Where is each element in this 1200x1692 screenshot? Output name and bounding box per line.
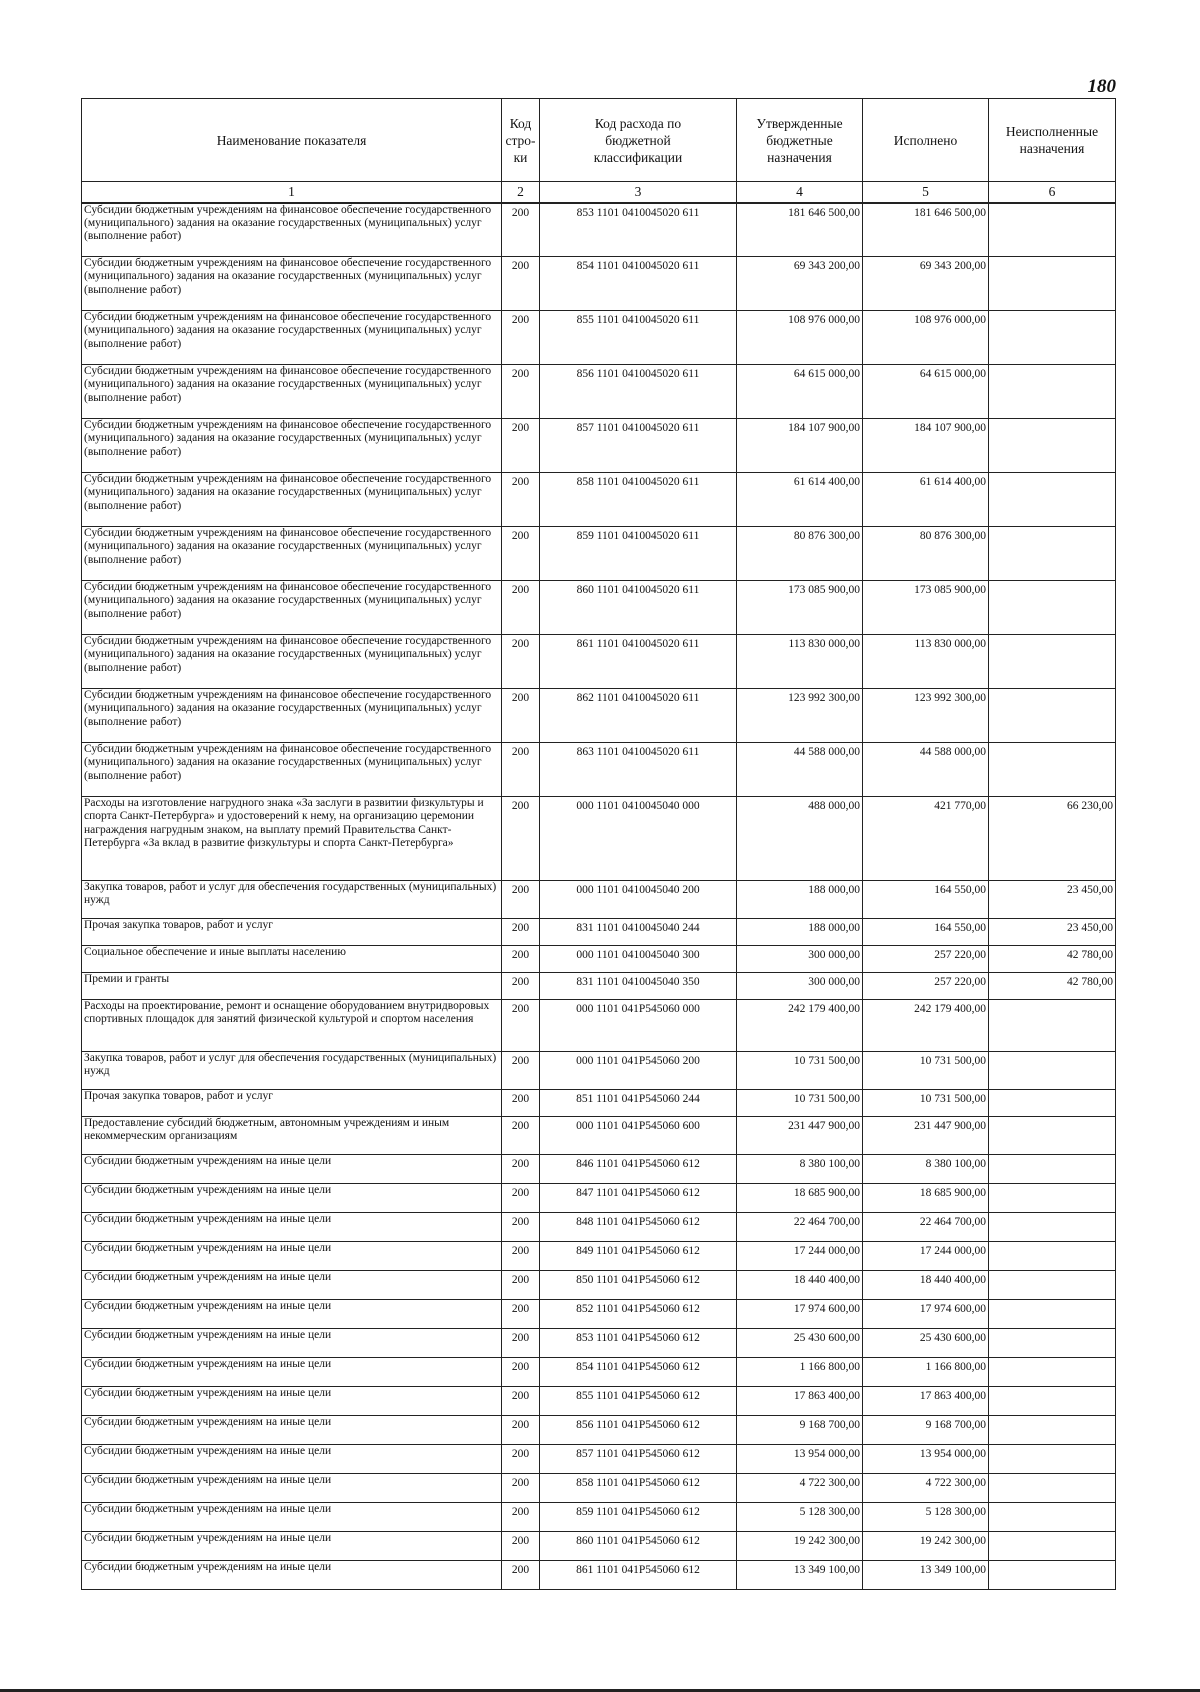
line-code-cell: 200	[502, 1561, 540, 1590]
table-body	[82, 203, 1116, 1590]
executed-amount-cell: 61 614 400,00	[863, 473, 989, 527]
indicator-name-cell: Субсидии бюджетным учреждениям на финансовое обеспечение государственного (муниципального) задания на оказание государственных (муниципальных) услуг (выполнение работ)	[82, 527, 502, 581]
budget-class-code-cell: 000 1101 0410045040 200	[540, 881, 737, 919]
column-number: 1	[82, 182, 502, 203]
executed-amount-cell: 123 992 300,00	[863, 689, 989, 743]
unexecuted-amount-cell	[989, 743, 1116, 797]
approved-amount-cell: 13 349 100,00	[737, 1561, 863, 1590]
line-code-cell: 200	[502, 581, 540, 635]
approved-amount-cell: 242 179 400,00	[737, 1000, 863, 1052]
column-number: 2	[502, 182, 540, 203]
table-row	[82, 527, 1116, 581]
unexecuted-amount-cell: 42 780,00	[989, 946, 1116, 973]
executed-amount-cell: 1 166 800,00	[863, 1358, 989, 1387]
indicator-name-cell: Субсидии бюджетным учреждениям на иные цели	[82, 1416, 502, 1445]
executed-amount-cell: 64 615 000,00	[863, 365, 989, 419]
indicator-name-cell: Закупка товаров, работ и услуг для обеспечения государственных (муниципальных) нужд	[82, 1052, 502, 1090]
approved-amount-cell: 18 685 900,00	[737, 1184, 863, 1213]
budget-class-code-cell: 846 1101 041P545060 612	[540, 1155, 737, 1184]
table-row	[82, 257, 1116, 311]
unexecuted-amount-cell	[989, 1090, 1116, 1117]
budget-class-code-cell: 858 1101 0410045020 611	[540, 473, 737, 527]
approved-amount-cell: 123 992 300,00	[737, 689, 863, 743]
approved-amount-cell: 188 000,00	[737, 881, 863, 919]
header-indicator-name: Наименование показателя	[82, 99, 502, 182]
approved-amount-cell: 108 976 000,00	[737, 311, 863, 365]
table-row	[82, 1052, 1116, 1090]
budget-class-code-cell: 862 1101 0410045020 611	[540, 689, 737, 743]
unexecuted-amount-cell	[989, 635, 1116, 689]
unexecuted-amount-cell	[989, 1242, 1116, 1271]
table-row	[82, 1503, 1116, 1532]
executed-amount-cell: 18 685 900,00	[863, 1184, 989, 1213]
indicator-name-cell: Субсидии бюджетным учреждениям на финансовое обеспечение государственного (муниципального) задания на оказание государственных (муниципальных) услуг (выполнение работ)	[82, 689, 502, 743]
approved-amount-cell: 300 000,00	[737, 946, 863, 973]
executed-amount-cell: 18 440 400,00	[863, 1271, 989, 1300]
indicator-name-cell: Субсидии бюджетным учреждениям на иные цели	[82, 1474, 502, 1503]
approved-amount-cell: 17 974 600,00	[737, 1300, 863, 1329]
approved-amount-cell: 181 646 500,00	[737, 203, 863, 257]
indicator-name-cell: Предоставление субсидий бюджетным, автономным учреждениям и иным некоммерческим организациям	[82, 1117, 502, 1155]
table-row	[82, 203, 1116, 257]
line-code-cell: 200	[502, 1184, 540, 1213]
line-code-cell: 200	[502, 473, 540, 527]
executed-amount-cell: 173 085 900,00	[863, 581, 989, 635]
unexecuted-amount-cell	[989, 473, 1116, 527]
table-row	[82, 1000, 1116, 1052]
unexecuted-amount-cell	[989, 1052, 1116, 1090]
table-row	[82, 743, 1116, 797]
indicator-name-cell: Субсидии бюджетным учреждениям на финансовое обеспечение государственного (муниципального) задания на оказание государственных (муниципальных) услуг (выполнение работ)	[82, 419, 502, 473]
table-row	[82, 1358, 1116, 1387]
table-row	[82, 1242, 1116, 1271]
unexecuted-amount-cell	[989, 1445, 1116, 1474]
line-code-cell: 200	[502, 1329, 540, 1358]
budget-class-code-cell: 848 1101 041P545060 612	[540, 1213, 737, 1242]
line-code-cell: 200	[502, 419, 540, 473]
budget-class-code-cell: 853 1101 0410045020 611	[540, 203, 737, 257]
indicator-name-cell: Субсидии бюджетным учреждениям на финансовое обеспечение государственного (муниципального) задания на оказание государственных (муниципальных) услуг (выполнение работ)	[82, 365, 502, 419]
table-row	[82, 689, 1116, 743]
line-code-cell: 200	[502, 919, 540, 946]
budget-class-code-cell: 856 1101 041P545060 612	[540, 1416, 737, 1445]
budget-class-code-cell: 847 1101 041P545060 612	[540, 1184, 737, 1213]
table-row	[82, 1155, 1116, 1184]
unexecuted-amount-cell	[989, 527, 1116, 581]
table-row	[82, 1271, 1116, 1300]
executed-amount-cell: 421 770,00	[863, 797, 989, 881]
approved-amount-cell: 188 000,00	[737, 919, 863, 946]
unexecuted-amount-cell	[989, 1561, 1116, 1590]
header-budget-class-code: Код расхода по бюджетной классификации	[540, 99, 737, 182]
indicator-name-cell: Расходы на проектирование, ремонт и оснащение оборудованием внутридворовых спортивных площадок для занятий физической культурой и спортом населения	[82, 1000, 502, 1052]
budget-class-code-cell: 856 1101 0410045020 611	[540, 365, 737, 419]
table-row	[82, 1561, 1116, 1590]
table-row	[82, 311, 1116, 365]
executed-amount-cell: 257 220,00	[863, 973, 989, 1000]
approved-amount-cell: 17 244 000,00	[737, 1242, 863, 1271]
budget-class-code-cell: 855 1101 0410045020 611	[540, 311, 737, 365]
line-code-cell: 200	[502, 1474, 540, 1503]
budget-class-code-cell: 854 1101 0410045020 611	[540, 257, 737, 311]
unexecuted-amount-cell	[989, 689, 1116, 743]
indicator-name-cell: Субсидии бюджетным учреждениям на иные цели	[82, 1387, 502, 1416]
approved-amount-cell: 64 615 000,00	[737, 365, 863, 419]
unexecuted-amount-cell	[989, 1184, 1116, 1213]
table-row	[82, 1184, 1116, 1213]
indicator-name-cell: Субсидии бюджетным учреждениям на иные цели	[82, 1271, 502, 1300]
executed-amount-cell: 231 447 900,00	[863, 1117, 989, 1155]
executed-amount-cell: 25 430 600,00	[863, 1329, 989, 1358]
approved-amount-cell: 4 722 300,00	[737, 1474, 863, 1503]
indicator-name-cell: Субсидии бюджетным учреждениям на финансовое обеспечение государственного (муниципального) задания на оказание государственных (муниципальных) услуг (выполнение работ)	[82, 743, 502, 797]
indicator-name-cell: Премии и гранты	[82, 973, 502, 1000]
table-row	[82, 1329, 1116, 1358]
indicator-name-cell: Субсидии бюджетным учреждениям на иные цели	[82, 1358, 502, 1387]
line-code-cell: 200	[502, 1090, 540, 1117]
executed-amount-cell: 13 349 100,00	[863, 1561, 989, 1590]
header-line-code: Код стро- ки	[502, 99, 540, 182]
unexecuted-amount-cell	[989, 311, 1116, 365]
column-number: 5	[863, 182, 989, 203]
approved-amount-cell: 113 830 000,00	[737, 635, 863, 689]
executed-amount-cell: 22 464 700,00	[863, 1213, 989, 1242]
line-code-cell: 200	[502, 743, 540, 797]
budget-class-code-cell: 857 1101 0410045020 611	[540, 419, 737, 473]
executed-amount-cell: 69 343 200,00	[863, 257, 989, 311]
approved-amount-cell: 22 464 700,00	[737, 1213, 863, 1242]
executed-amount-cell: 10 731 500,00	[863, 1090, 989, 1117]
line-code-cell: 200	[502, 797, 540, 881]
indicator-name-cell: Субсидии бюджетным учреждениям на финансовое обеспечение государственного (муниципального) задания на оказание государственных (муниципальных) услуг (выполнение работ)	[82, 473, 502, 527]
table-row	[82, 1532, 1116, 1561]
approved-amount-cell: 25 430 600,00	[737, 1329, 863, 1358]
line-code-cell: 200	[502, 527, 540, 581]
table-row	[82, 635, 1116, 689]
line-code-cell: 200	[502, 1052, 540, 1090]
executed-amount-cell: 19 242 300,00	[863, 1532, 989, 1561]
executed-amount-cell: 5 128 300,00	[863, 1503, 989, 1532]
column-number: 6	[989, 182, 1116, 203]
approved-amount-cell: 17 863 400,00	[737, 1387, 863, 1416]
executed-amount-cell: 13 954 000,00	[863, 1445, 989, 1474]
budget-class-code-cell: 831 1101 0410045040 244	[540, 919, 737, 946]
indicator-name-cell: Субсидии бюджетным учреждениям на иные цели	[82, 1329, 502, 1358]
table-row	[82, 1445, 1116, 1474]
budget-execution-table	[81, 98, 1116, 1590]
table-row	[82, 1300, 1116, 1329]
line-code-cell: 200	[502, 1213, 540, 1242]
unexecuted-amount-cell: 66 230,00	[989, 797, 1116, 881]
executed-amount-cell: 164 550,00	[863, 881, 989, 919]
approved-amount-cell: 173 085 900,00	[737, 581, 863, 635]
indicator-name-cell: Субсидии бюджетным учреждениям на иные цели	[82, 1445, 502, 1474]
unexecuted-amount-cell	[989, 581, 1116, 635]
unexecuted-amount-cell	[989, 365, 1116, 419]
unexecuted-amount-cell	[989, 1416, 1116, 1445]
approved-amount-cell: 1 166 800,00	[737, 1358, 863, 1387]
line-code-cell: 200	[502, 1300, 540, 1329]
table-row	[82, 1387, 1116, 1416]
budget-class-code-cell: 857 1101 041P545060 612	[540, 1445, 737, 1474]
line-code-cell: 200	[502, 1000, 540, 1052]
indicator-name-cell: Субсидии бюджетным учреждениям на иные цели	[82, 1532, 502, 1561]
line-code-cell: 200	[502, 1416, 540, 1445]
budget-class-code-cell: 861 1101 041P545060 612	[540, 1561, 737, 1590]
budget-class-code-cell: 859 1101 0410045020 611	[540, 527, 737, 581]
column-number: 3	[540, 182, 737, 203]
indicator-name-cell: Расходы на изготовление нагрудного знака «За заслуги в развитии физкультуры и спорта Санкт-Петербурга» и удостоверений к нему, на организацию церемонии награждения нагрудным знаком, на выплату премий Правительства Санкт-Петербурга «За вклад в развитие физкультуры и спорта Санкт-Петербурга»	[82, 797, 502, 881]
executed-amount-cell: 17 244 000,00	[863, 1242, 989, 1271]
column-number-row	[82, 182, 1116, 203]
table-row	[82, 919, 1116, 946]
line-code-cell: 200	[502, 1358, 540, 1387]
executed-amount-cell: 17 863 400,00	[863, 1387, 989, 1416]
unexecuted-amount-cell: 42 780,00	[989, 973, 1116, 1000]
table-row	[82, 1474, 1116, 1503]
budget-class-code-cell: 850 1101 041P545060 612	[540, 1271, 737, 1300]
unexecuted-amount-cell	[989, 257, 1116, 311]
executed-amount-cell: 8 380 100,00	[863, 1155, 989, 1184]
unexecuted-amount-cell	[989, 1503, 1116, 1532]
approved-amount-cell: 231 447 900,00	[737, 1117, 863, 1155]
header-approved: Утвержденные бюджетные назначения	[737, 99, 863, 182]
executed-amount-cell: 108 976 000,00	[863, 311, 989, 365]
unexecuted-amount-cell	[989, 1474, 1116, 1503]
table-header	[82, 99, 1116, 203]
budget-class-code-cell: 860 1101 0410045020 611	[540, 581, 737, 635]
header-unexecuted: Неисполненные назначения	[989, 99, 1116, 182]
budget-class-code-cell: 852 1101 041P545060 612	[540, 1300, 737, 1329]
budget-class-code-cell: 860 1101 041P545060 612	[540, 1532, 737, 1561]
approved-amount-cell: 9 168 700,00	[737, 1416, 863, 1445]
executed-amount-cell: 164 550,00	[863, 919, 989, 946]
line-code-cell: 200	[502, 946, 540, 973]
table-row	[82, 1416, 1116, 1445]
approved-amount-cell: 184 107 900,00	[737, 419, 863, 473]
indicator-name-cell: Субсидии бюджетным учреждениям на иные цели	[82, 1184, 502, 1213]
line-code-cell: 200	[502, 1271, 540, 1300]
executed-amount-cell: 80 876 300,00	[863, 527, 989, 581]
line-code-cell: 200	[502, 1503, 540, 1532]
table-row	[82, 473, 1116, 527]
budget-class-code-cell: 831 1101 0410045040 350	[540, 973, 737, 1000]
header-row	[82, 99, 1116, 182]
approved-amount-cell: 44 588 000,00	[737, 743, 863, 797]
executed-amount-cell: 113 830 000,00	[863, 635, 989, 689]
line-code-cell: 200	[502, 311, 540, 365]
unexecuted-amount-cell	[989, 1329, 1116, 1358]
approved-amount-cell: 488 000,00	[737, 797, 863, 881]
executed-amount-cell: 4 722 300,00	[863, 1474, 989, 1503]
approved-amount-cell: 69 343 200,00	[737, 257, 863, 311]
executed-amount-cell: 44 588 000,00	[863, 743, 989, 797]
budget-class-code-cell: 853 1101 041P545060 612	[540, 1329, 737, 1358]
indicator-name-cell: Субсидии бюджетным учреждениям на иные цели	[82, 1155, 502, 1184]
indicator-name-cell: Субсидии бюджетным учреждениям на финансовое обеспечение государственного (муниципального) задания на оказание государственных (муниципальных) услуг (выполнение работ)	[82, 257, 502, 311]
budget-class-code-cell: 854 1101 041P545060 612	[540, 1358, 737, 1387]
line-code-cell: 200	[502, 1532, 540, 1561]
budget-class-code-cell: 849 1101 041P545060 612	[540, 1242, 737, 1271]
unexecuted-amount-cell	[989, 1117, 1116, 1155]
budget-class-code-cell: 858 1101 041P545060 612	[540, 1474, 737, 1503]
approved-amount-cell: 19 242 300,00	[737, 1532, 863, 1561]
line-code-cell: 200	[502, 689, 540, 743]
table-row	[82, 1117, 1116, 1155]
approved-amount-cell: 5 128 300,00	[737, 1503, 863, 1532]
executed-amount-cell: 184 107 900,00	[863, 419, 989, 473]
unexecuted-amount-cell	[989, 1300, 1116, 1329]
approved-amount-cell: 10 731 500,00	[737, 1052, 863, 1090]
budget-class-code-cell: 000 1101 0410045040 000	[540, 797, 737, 881]
table-row	[82, 797, 1116, 881]
budget-class-code-cell: 859 1101 041P545060 612	[540, 1503, 737, 1532]
indicator-name-cell: Субсидии бюджетным учреждениям на финансовое обеспечение государственного (муниципального) задания на оказание государственных (муниципальных) услуг (выполнение работ)	[82, 311, 502, 365]
budget-class-code-cell: 851 1101 041P545060 244	[540, 1090, 737, 1117]
unexecuted-amount-cell	[989, 419, 1116, 473]
indicator-name-cell: Субсидии бюджетным учреждениям на иные цели	[82, 1213, 502, 1242]
indicator-name-cell: Субсидии бюджетным учреждениям на иные цели	[82, 1503, 502, 1532]
table-row	[82, 419, 1116, 473]
budget-class-code-cell: 000 1101 041P545060 200	[540, 1052, 737, 1090]
line-code-cell: 200	[502, 1117, 540, 1155]
line-code-cell: 200	[502, 1387, 540, 1416]
unexecuted-amount-cell	[989, 203, 1116, 257]
budget-class-code-cell: 000 1101 041P545060 000	[540, 1000, 737, 1052]
unexecuted-amount-cell	[989, 1155, 1116, 1184]
header-executed: Исполнено	[863, 99, 989, 182]
indicator-name-cell: Социальное обеспечение и иные выплаты населению	[82, 946, 502, 973]
approved-amount-cell: 10 731 500,00	[737, 1090, 863, 1117]
budget-class-code-cell: 000 1101 0410045040 300	[540, 946, 737, 973]
unexecuted-amount-cell: 23 450,00	[989, 919, 1116, 946]
indicator-name-cell: Прочая закупка товаров, работ и услуг	[82, 919, 502, 946]
line-code-cell: 200	[502, 257, 540, 311]
executed-amount-cell: 242 179 400,00	[863, 1000, 989, 1052]
line-code-cell: 200	[502, 1242, 540, 1271]
budget-class-code-cell: 863 1101 0410045020 611	[540, 743, 737, 797]
indicator-name-cell: Субсидии бюджетным учреждениям на финансовое обеспечение государственного (муниципального) задания на оказание государственных (муниципальных) услуг (выполнение работ)	[82, 203, 502, 257]
page-number: 180	[1087, 76, 1116, 97]
indicator-name-cell: Субсидии бюджетным учреждениям на иные цели	[82, 1300, 502, 1329]
approved-amount-cell: 13 954 000,00	[737, 1445, 863, 1474]
indicator-name-cell: Субсидии бюджетным учреждениям на финансовое обеспечение государственного (муниципального) задания на оказание государственных (муниципальных) услуг (выполнение работ)	[82, 581, 502, 635]
unexecuted-amount-cell: 23 450,00	[989, 881, 1116, 919]
approved-amount-cell: 80 876 300,00	[737, 527, 863, 581]
table-row	[82, 881, 1116, 919]
executed-amount-cell: 181 646 500,00	[863, 203, 989, 257]
budget-class-code-cell: 861 1101 0410045020 611	[540, 635, 737, 689]
indicator-name-cell: Субсидии бюджетным учреждениям на иные цели	[82, 1561, 502, 1590]
approved-amount-cell: 18 440 400,00	[737, 1271, 863, 1300]
approved-amount-cell: 300 000,00	[737, 973, 863, 1000]
table-row	[82, 581, 1116, 635]
unexecuted-amount-cell	[989, 1387, 1116, 1416]
indicator-name-cell: Прочая закупка товаров, работ и услуг	[82, 1090, 502, 1117]
line-code-cell: 200	[502, 365, 540, 419]
unexecuted-amount-cell	[989, 1532, 1116, 1561]
executed-amount-cell: 9 168 700,00	[863, 1416, 989, 1445]
line-code-cell: 200	[502, 1445, 540, 1474]
line-code-cell: 200	[502, 881, 540, 919]
approved-amount-cell: 61 614 400,00	[737, 473, 863, 527]
column-number: 4	[737, 182, 863, 203]
approved-amount-cell: 8 380 100,00	[737, 1155, 863, 1184]
unexecuted-amount-cell	[989, 1000, 1116, 1052]
table-row	[82, 946, 1116, 973]
line-code-cell: 200	[502, 635, 540, 689]
budget-class-code-cell: 000 1101 041P545060 600	[540, 1117, 737, 1155]
indicator-name-cell: Субсидии бюджетным учреждениям на финансовое обеспечение государственного (муниципального) задания на оказание государственных (муниципальных) услуг (выполнение работ)	[82, 635, 502, 689]
budget-class-code-cell: 855 1101 041P545060 612	[540, 1387, 737, 1416]
executed-amount-cell: 10 731 500,00	[863, 1052, 989, 1090]
table-row	[82, 365, 1116, 419]
unexecuted-amount-cell	[989, 1358, 1116, 1387]
unexecuted-amount-cell	[989, 1271, 1116, 1300]
executed-amount-cell: 257 220,00	[863, 946, 989, 973]
indicator-name-cell: Закупка товаров, работ и услуг для обеспечения государственных (муниципальных) нужд	[82, 881, 502, 919]
executed-amount-cell: 17 974 600,00	[863, 1300, 989, 1329]
unexecuted-amount-cell	[989, 1213, 1116, 1242]
table-row	[82, 973, 1116, 1000]
table-row	[82, 1090, 1116, 1117]
table-row	[82, 1213, 1116, 1242]
line-code-cell: 200	[502, 973, 540, 1000]
line-code-cell: 200	[502, 1155, 540, 1184]
line-code-cell: 200	[502, 203, 540, 257]
indicator-name-cell: Субсидии бюджетным учреждениям на иные цели	[82, 1242, 502, 1271]
